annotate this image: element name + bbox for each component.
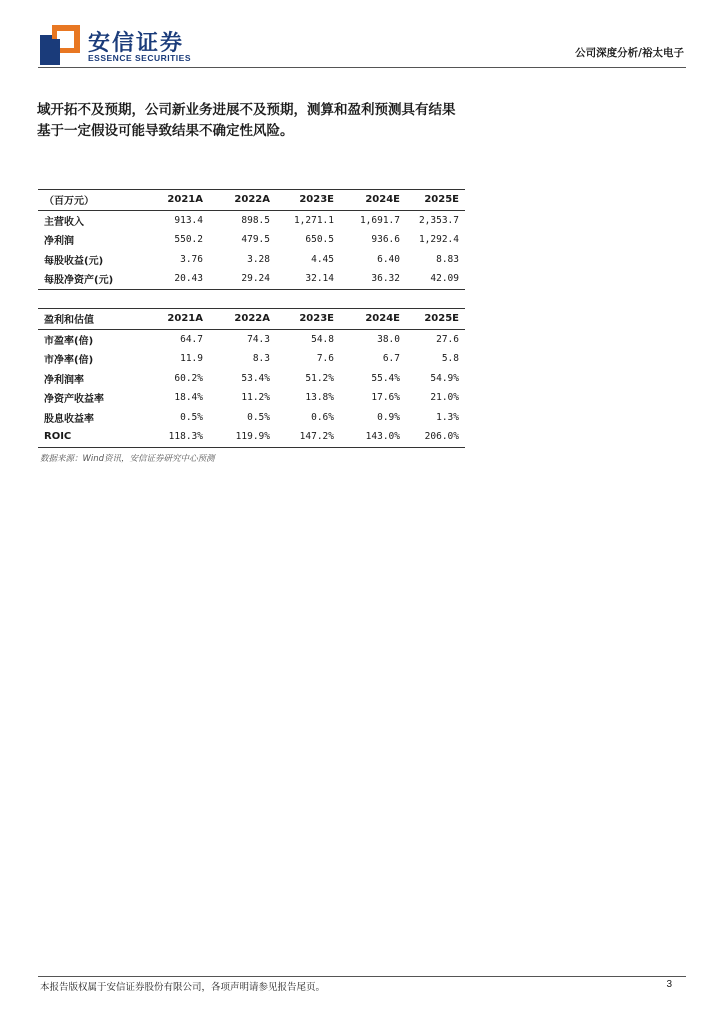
table-cell: 3.76 [180,253,203,265]
table-header-cell: 2021A [148,309,203,330]
table-cell: 42.09 [400,269,465,289]
table-cell: 206.0% [400,427,465,447]
table-cell: 54.9% [430,372,459,384]
table-cell: 650.5 [305,234,334,246]
table-cell: 20.43 [148,269,203,289]
table-cell: 143.0% [334,427,400,447]
table-cell: 0.5% [247,411,270,423]
row-label: 每股净资产(元) [38,269,148,289]
footer-divider [38,976,686,977]
table-header-cell: 2022A [203,309,270,330]
table-cell: 0.9% [377,411,400,423]
table-cell: 18.4% [174,392,203,404]
row-label: 市盈率(倍) [44,335,94,347]
table-row [38,210,465,230]
row-label: 市净率(倍) [44,355,94,367]
row-label: ROIC [38,427,148,447]
header-divider [38,67,686,68]
table-cell: 8.3 [252,353,270,365]
table-row [38,427,465,447]
table-cell: 5.8 [441,353,459,365]
table-cell: 64.7 [180,333,203,345]
table-cell: 11.9 [180,353,203,365]
table-row [38,369,465,389]
table-cell: 7.6 [316,353,334,365]
table-cell: 27.6 [436,333,459,345]
table-cell: 147.2% [270,427,334,447]
table-cell: 13.8% [305,392,334,404]
table-row [38,408,465,428]
table-cell: 0.5% [180,411,203,423]
data-source-note: 数据来源：Wind资讯，安信证券研究中心预测 [40,454,215,464]
table-header-cell: 2023E [270,190,334,211]
table-cell: 6.40 [377,253,400,265]
table-header-cell: 2025E [400,190,465,211]
report-type: 公司深度分析/裕太电子 [575,47,684,59]
valuation-table [38,308,465,448]
table-header-cell: 2022A [203,190,270,211]
table-header-cell: 盈利和估值 [38,309,148,330]
table-cell: 74.3 [247,333,270,345]
table-cell: 2,353.7 [418,214,459,226]
table-cell: 38.0 [377,333,400,345]
essence-logo-icon [40,25,80,65]
table-cell: 936.6 [371,234,400,246]
table-cell: 53.4% [241,372,270,384]
table-row [38,388,465,408]
row-label: 净利润率 [44,374,84,386]
table-cell: 3.28 [247,253,270,265]
table-cell: 479.5 [241,234,270,246]
table-cell: 60.2% [174,372,203,384]
table-header-cell: 2025E [400,309,465,330]
table-row [38,329,465,349]
table-cell: 32.14 [270,269,334,289]
table-cell: 1,271.1 [293,214,334,226]
table-cell: 1.3% [436,411,459,423]
footer-disclaimer: 本报告版权属于安信证券股份有限公司，各项声明请参见报告尾页。 [40,982,326,993]
row-label: 股息收益率 [44,413,94,425]
table-cell: 1,292.4 [418,234,459,246]
table-cell: 55.4% [371,372,400,384]
table-cell: 29.24 [203,269,270,289]
table-cell: 21.0% [430,392,459,404]
row-label: 主营收入 [44,216,84,228]
table-header-cell: 2023E [270,309,334,330]
table-cell: 119.9% [203,427,270,447]
table-cell: 1,691.7 [359,214,400,226]
table-cell: 898.5 [241,214,270,226]
page-number: 3 [666,979,672,990]
table-cell: 6.7 [382,353,400,365]
table-cell: 550.2 [174,234,203,246]
brand-name-en: ESSENCE SECURITIES [88,53,191,63]
table-cell: 54.8 [311,333,334,345]
table-header-cell: 2024E [334,190,400,211]
table-header-cell: （百万元） [38,190,148,211]
table-header-row [38,190,465,211]
table-row [38,269,465,289]
table-cell: 17.6% [371,392,400,404]
table-cell: 118.3% [148,427,203,447]
table-row [38,230,465,250]
table-cell: 36.32 [334,269,400,289]
table-row [38,250,465,270]
table-cell: 0.6% [311,411,334,423]
table-header-cell: 2024E [334,309,400,330]
table-cell: 51.2% [305,372,334,384]
table-row [38,349,465,369]
intro-paragraph: 域开拓不及预期，公司新业务进展不及预期，测算和盈利预测具有结果基于一定假设可能导致结果不确定性风险。 [37,102,456,139]
table-cell: 913.4 [174,214,203,226]
row-label: 每股收益(元) [44,255,104,267]
row-label: 净利润 [44,236,74,248]
table-cell: 8.83 [436,253,459,265]
table-header-row [38,309,465,330]
table-cell: 11.2% [241,392,270,404]
row-label: 净资产收益率 [44,394,104,406]
table-header-cell: 2021A [148,190,203,211]
financial-summary-table [38,189,465,290]
table-cell: 4.45 [311,253,334,265]
brand-name-cn: 安信证券 [88,31,185,56]
